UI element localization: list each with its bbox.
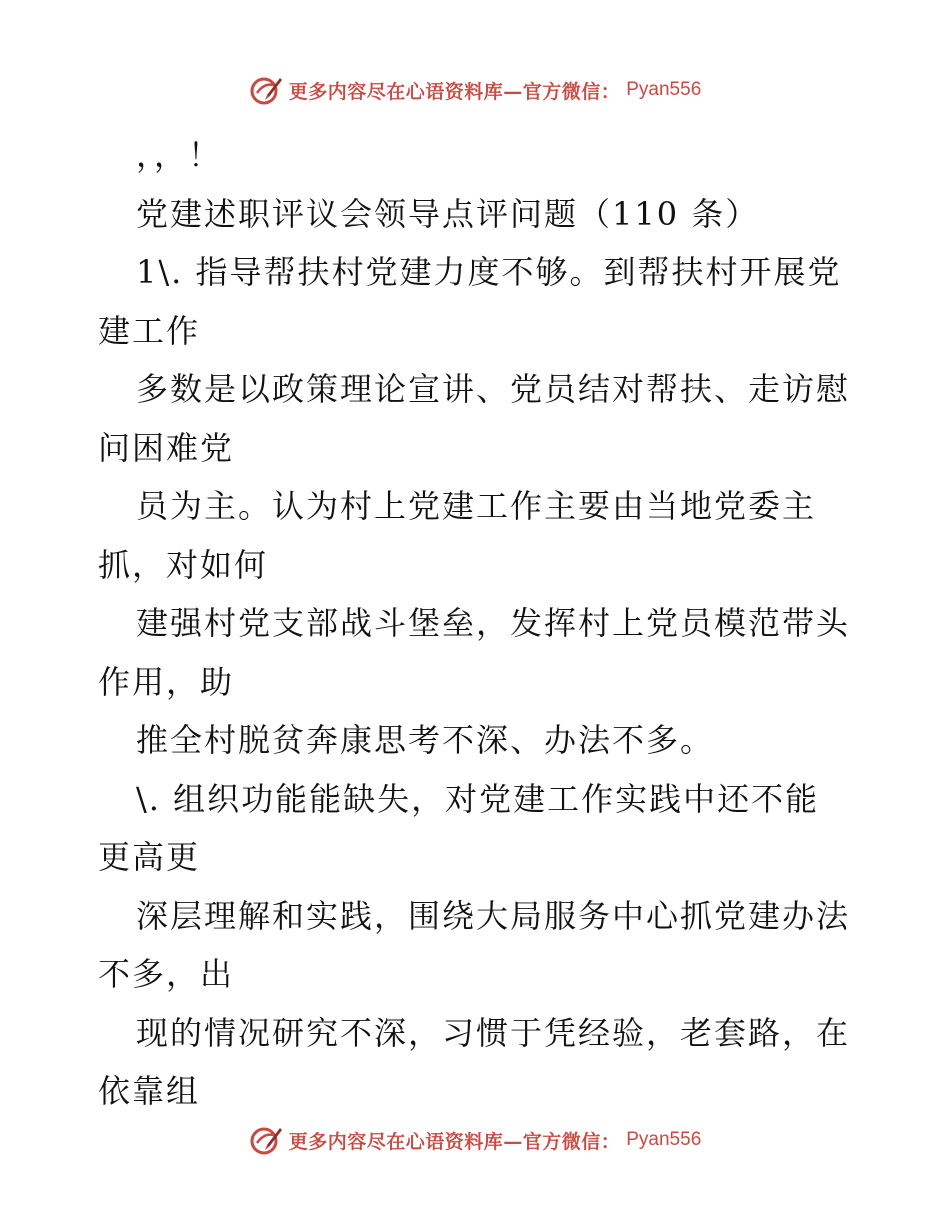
pen-logo-icon xyxy=(249,1123,283,1157)
body-line: 深层理解和实践，围绕大局服务中心抓党建办法 xyxy=(136,896,851,935)
pen-logo-icon xyxy=(249,73,283,107)
body-line: 多数是以政策理论宣讲、党员结对帮扶、走访慰 xyxy=(136,370,851,408)
body-line: 1\. 指导帮扶村党建力度不够。到帮扶村开展党 xyxy=(136,253,842,291)
body-line: 依靠组 xyxy=(98,1072,201,1110)
watermark-text: 更多内容尽在心语资料库—官方微信： xyxy=(288,80,621,103)
watermark-text: 更多内容尽在心语资料库—官方微信： xyxy=(288,1130,621,1153)
body-line: 问困难党 xyxy=(98,428,235,467)
body-line: 党建述职评议会领导点评问题（110 条） xyxy=(136,194,760,233)
watermark-wechat-id: Pyan556 xyxy=(626,1129,702,1150)
body-line: 建强村党支部战斗堡垒，发挥村上党员模范带头 xyxy=(136,604,851,642)
body-line: 抓，对如何 xyxy=(98,545,269,584)
body-line: 更高更 xyxy=(98,838,201,876)
body-line: 员为主。认为村上党建工作主要由当地党委主 xyxy=(136,487,817,525)
body-line: 推全村脱贫奔康思考不深、办法不多。 xyxy=(136,721,715,759)
footer-watermark xyxy=(0,1120,950,1160)
body-line: ，，！ xyxy=(136,136,223,174)
body-line: 不多，出 xyxy=(98,955,235,993)
document-body xyxy=(98,126,858,1121)
watermark-wechat-id: Pyan556 xyxy=(626,79,702,100)
body-line: \. 组织功能能缺失，对党建工作实践中还不能 xyxy=(136,779,820,818)
body-line: 建工作 xyxy=(98,311,201,350)
body-line: 作用，助 xyxy=(98,662,235,701)
header-watermark xyxy=(0,70,950,110)
body-line: 现的情况研究不深，习惯于凭经验，老套路，在 xyxy=(136,1013,851,1052)
